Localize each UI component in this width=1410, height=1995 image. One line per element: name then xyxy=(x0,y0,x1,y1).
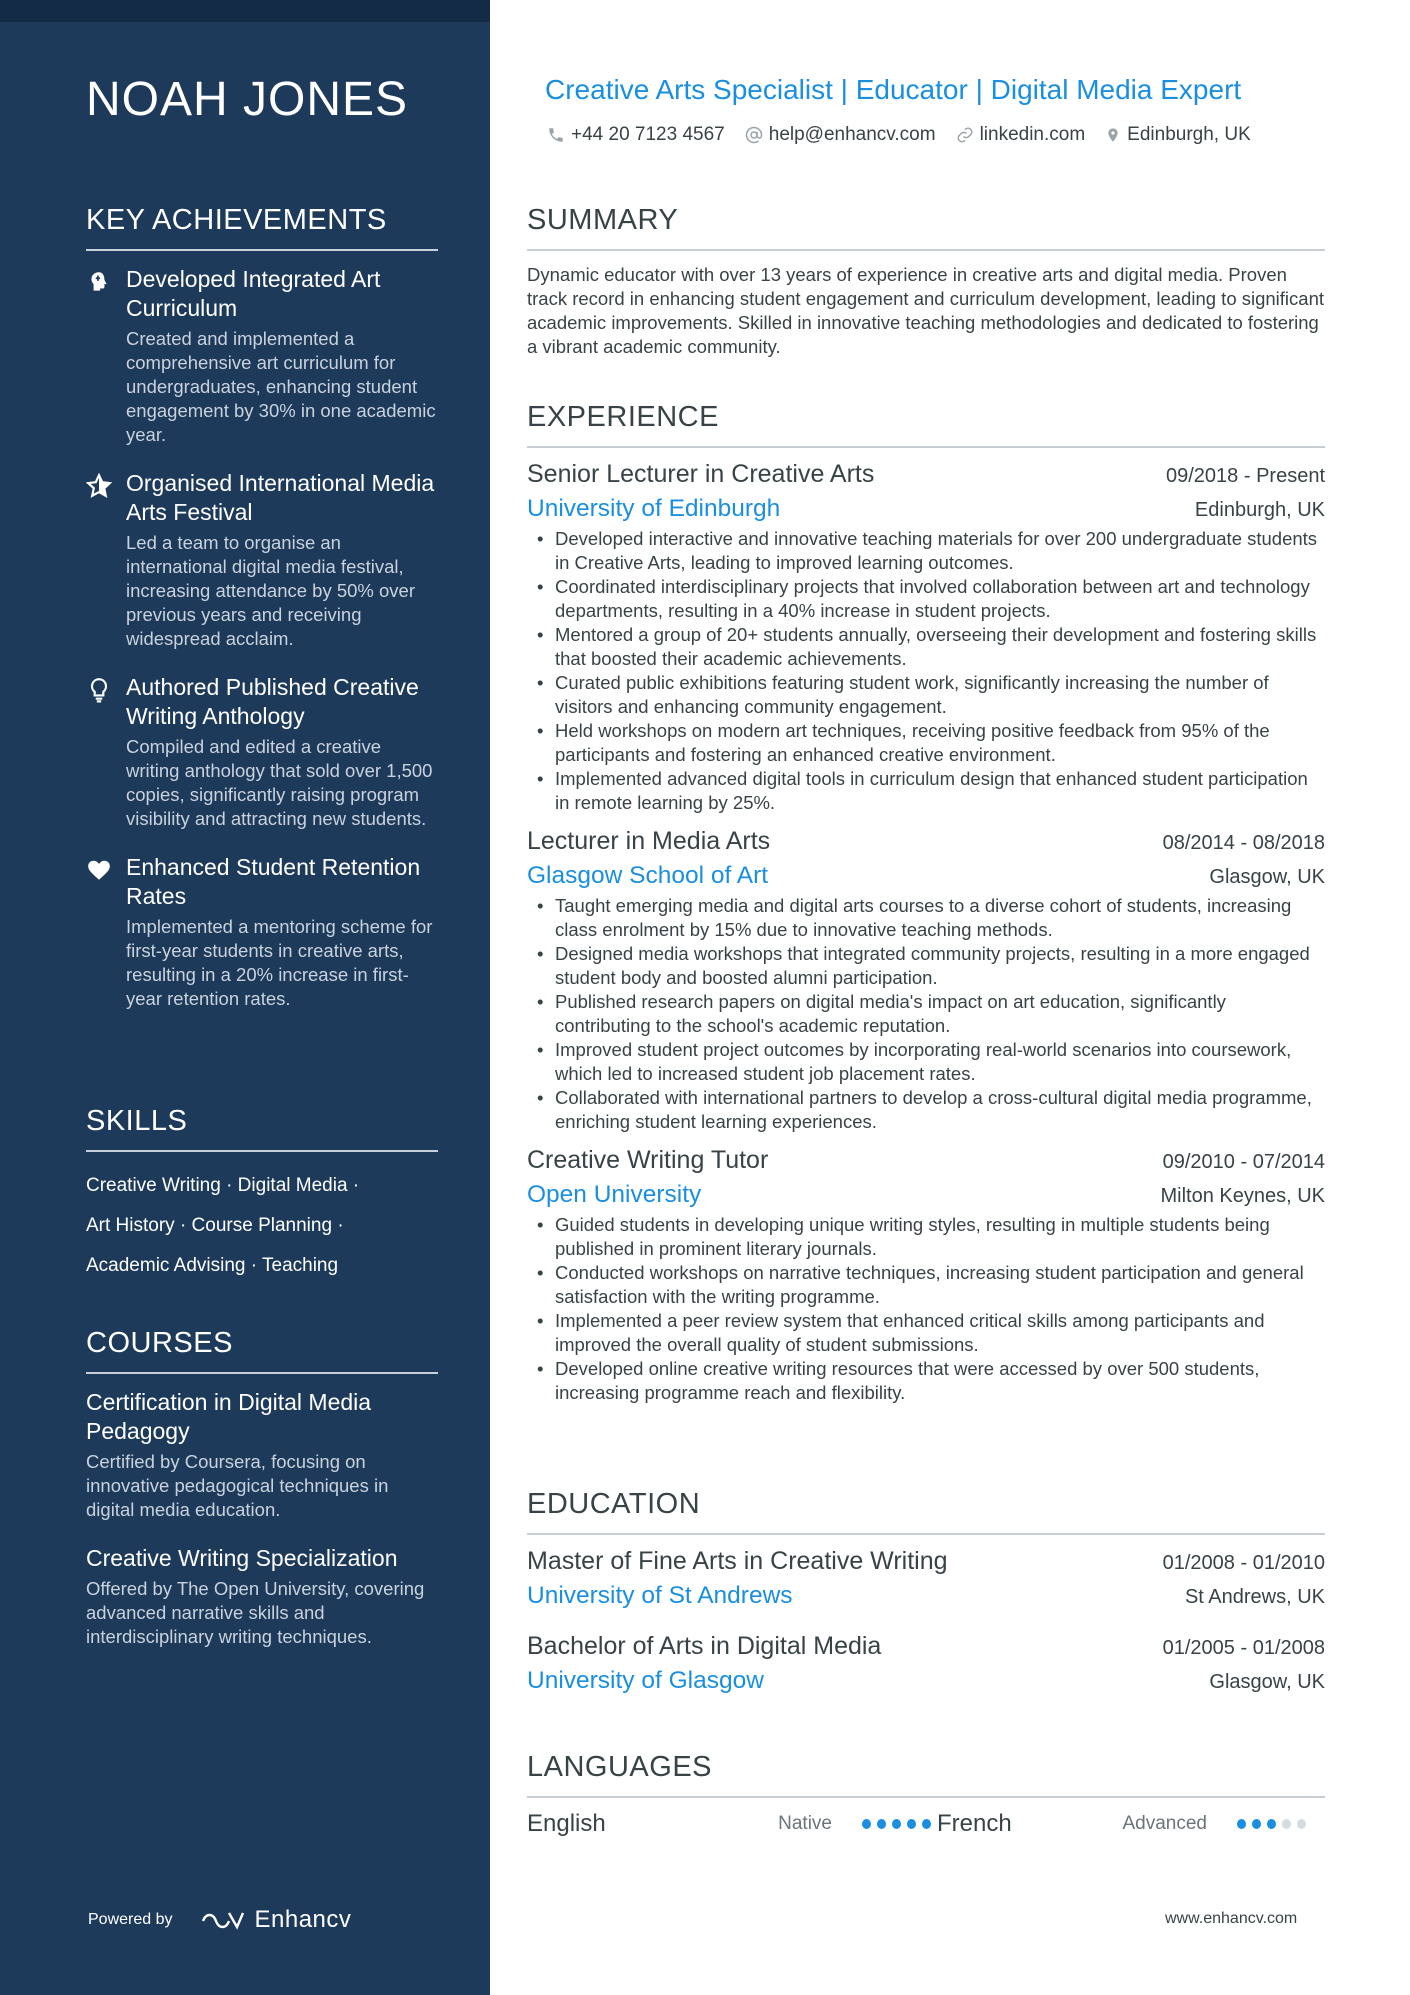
rating-dot-filled xyxy=(877,1819,886,1829)
course-item xyxy=(86,1388,438,1522)
job-bullet: • Conducted workshops on narrative techniques, increasing student participation and general satisfaction with the writing programme. xyxy=(527,1261,1325,1309)
education-location: St Andrews, UK xyxy=(1184,1586,1325,1608)
job-location: Glasgow, UK xyxy=(1209,866,1325,888)
job-title: Creative Writing Tutor xyxy=(527,1146,769,1174)
star-icon xyxy=(86,473,112,499)
job-entry xyxy=(527,1146,1325,1405)
job-org: Open University xyxy=(527,1181,702,1208)
rating-dot-empty xyxy=(1297,1819,1306,1829)
sidebar-top-strip xyxy=(0,0,490,22)
languages-section xyxy=(527,1751,1325,1838)
rating-dot-filled xyxy=(1237,1819,1246,1829)
experience-title: EXPERIENCE xyxy=(527,401,1325,448)
languages-title: LANGUAGES xyxy=(527,1751,1325,1798)
achievements-title: KEY ACHIEVEMENTS xyxy=(86,204,438,251)
achievement-title: Organised International Media Arts Festival xyxy=(126,470,435,525)
job-title: Senior Lecturer in Creative Arts xyxy=(527,460,875,488)
job-bullet: • Collaborated with international partners to develop a cross-cultural digital media programme, enriching student learning experiences. xyxy=(527,1086,1325,1134)
phone-text: +44 20 7123 4567 xyxy=(571,124,725,145)
language-rating xyxy=(1237,1819,1312,1829)
summary-section xyxy=(527,204,1325,359)
at-icon xyxy=(745,126,763,144)
language-level: Advanced xyxy=(1122,1813,1207,1834)
link-icon xyxy=(956,126,974,144)
education-entry xyxy=(527,1547,1325,1610)
course-desc: Offered by The Open University, covering advanced narrative skills and interdisciplinary writing techniques. xyxy=(86,1578,425,1647)
language-level: Native xyxy=(778,1813,832,1834)
summary-text: Dynamic educator with over 13 years of experience in creative arts and digital media. Proven track record in enhancing student engagement and curriculum development, leading to significant academic improvements. Skilled in innovative teaching methodologies and dedicated to fostering a vibrant academic community. xyxy=(527,264,1325,357)
contact-email[interactable] xyxy=(745,124,936,146)
skills-section xyxy=(86,1105,438,1286)
location-pin-icon xyxy=(1105,126,1121,144)
rating-dot-filled xyxy=(1267,1819,1276,1829)
job-date: 09/2010 - 07/2014 xyxy=(1162,1151,1325,1173)
job-bullet: • Published research papers on digital media's impact on art education, significantly contributing to the school's academic reputation. xyxy=(527,990,1325,1038)
job-bullet: • Curated public exhibitions featuring student work, significantly increasing the number of visitors and enhancing community engagement. xyxy=(527,671,1325,719)
rating-dot-empty xyxy=(1282,1819,1291,1829)
job-bullet: • Taught emerging media and digital arts courses to a diverse cohort of students, increasing class enrolment by 15% due to innovative teaching methods. xyxy=(527,894,1325,942)
location-text: Edinburgh, UK xyxy=(1127,124,1251,145)
language-rating xyxy=(862,1819,937,1829)
course-item xyxy=(86,1544,438,1649)
education-entry xyxy=(527,1632,1325,1695)
powered-by xyxy=(88,1906,351,1934)
achievement-desc: Implemented a mentoring scheme for first-year students in creative arts, resulting in a 20% increase in first-year retention rates. xyxy=(126,916,433,1009)
achievement-desc: Compiled and edited a creative writing anthology that sold over 1,500 copies, significantly raising program visibility and attracting new students. xyxy=(126,736,433,829)
enhancv-logo-icon xyxy=(199,1907,245,1933)
achievement-title: Developed Integrated Art Curriculum xyxy=(126,266,381,321)
job-bullet: • Coordinated interdisciplinary projects that involved collaboration between art and technology departments, resulting in a 40% increase in student projects. xyxy=(527,575,1325,623)
achievement-title: Authored Published Creative Writing Anthology xyxy=(126,674,419,729)
contact-bar xyxy=(547,124,1271,146)
job-entry xyxy=(527,827,1325,1134)
education-date: 01/2008 - 01/2010 xyxy=(1162,1552,1325,1574)
contact-phone[interactable] xyxy=(547,124,725,146)
email-text: help@enhancv.com xyxy=(768,124,936,145)
courses-title: COURSES xyxy=(86,1327,438,1374)
course-desc: Certified by Coursera, focusing on innovative pedagogical techniques in digital media education. xyxy=(86,1451,389,1520)
job-title: Lecturer in Media Arts xyxy=(527,827,771,855)
rating-dot-filled xyxy=(922,1819,931,1829)
education-title: EDUCATION xyxy=(527,1488,1325,1535)
job-bullet: • Developed online creative writing resources that were accessed by over 500 students, increasing programme reach and flexibility. xyxy=(527,1357,1325,1405)
job-bullet: • Implemented a peer review system that enhanced critical skills among participants and improved the overall quality of student submissions. xyxy=(527,1309,1325,1357)
language-name: French xyxy=(937,1810,1012,1837)
contact-linkedin[interactable] xyxy=(956,124,1086,146)
education-date: 01/2005 - 01/2008 xyxy=(1162,1637,1325,1659)
brain-icon xyxy=(86,269,112,295)
education-section xyxy=(527,1488,1325,1717)
job-bullet: • Mentored a group of 20+ students annually, overseeing their development and fostering skills that boosted their academic achievements. xyxy=(527,623,1325,671)
job-location: Edinburgh, UK xyxy=(1194,499,1325,521)
achievement-item xyxy=(86,673,438,831)
skills-line: Art History · Course Planning · xyxy=(86,1215,344,1236)
job-bullet: • Implemented advanced digital tools in curriculum design that enhanced student participation in remote learning by 25%. xyxy=(527,767,1325,815)
school: University of St Andrews xyxy=(527,1582,793,1609)
heart-icon xyxy=(86,857,112,883)
headline: Creative Arts Specialist | Educator | Digital Media Expert xyxy=(545,74,1242,105)
achievement-item xyxy=(86,265,438,447)
job-org: University of Edinburgh xyxy=(527,495,781,522)
skills-title: SKILLS xyxy=(86,1105,438,1152)
job-bullet: • Developed interactive and innovative teaching materials for over 200 undergraduate students in Creative Arts, leading to improved learning outcomes. xyxy=(527,527,1325,575)
achievement-title: Enhanced Student Retention Rates xyxy=(126,854,421,909)
job-bullet: • Guided students in developing unique writing styles, resulting in multiple students being published in prominent literary journals. xyxy=(527,1213,1325,1261)
languages-row xyxy=(527,1810,1325,1838)
achievements-section xyxy=(86,204,438,1033)
courses-section xyxy=(86,1327,438,1671)
achievement-desc: Led a team to organise an international digital media festival, increasing attendance by 50% over previous years and receiving widespread acclaim. xyxy=(126,532,415,649)
lightbulb-icon xyxy=(86,677,112,703)
website-link[interactable]: www.enhancv.com xyxy=(1165,1910,1298,1927)
job-date: 08/2014 - 08/2018 xyxy=(1162,832,1325,854)
language-name: English xyxy=(527,1810,606,1837)
rating-dot-filled xyxy=(892,1819,901,1829)
job-bullets xyxy=(527,1213,1325,1405)
skills-line: Academic Advising · Teaching xyxy=(86,1255,339,1276)
job-bullets xyxy=(527,527,1325,815)
powered-by-label: Powered by xyxy=(88,1911,173,1928)
linkedin-text: linkedin.com xyxy=(979,124,1086,145)
summary-title: SUMMARY xyxy=(527,204,1325,251)
contact-location xyxy=(1105,124,1251,146)
achievement-item xyxy=(86,469,438,651)
candidate-name: NOAH JONES xyxy=(86,73,409,126)
sidebar xyxy=(0,0,490,1995)
job-bullets xyxy=(527,894,1325,1134)
skills-line: Creative Writing · Digital Media · xyxy=(86,1175,360,1196)
job-location: Milton Keynes, UK xyxy=(1160,1185,1325,1207)
enhancv-brand[interactable]: Enhancv xyxy=(254,1906,352,1933)
rating-dot-filled xyxy=(907,1819,916,1829)
degree: Bachelor of Arts in Digital Media xyxy=(527,1632,882,1660)
job-org: Glasgow School of Art xyxy=(527,862,769,889)
experience-section xyxy=(527,401,1325,1417)
rating-dot-filled xyxy=(1252,1819,1261,1829)
job-bullet: • Improved student project outcomes by incorporating real-world scenarios into coursework, which led to increased student job placement rates. xyxy=(527,1038,1325,1086)
job-date: 09/2018 - Present xyxy=(1166,465,1325,487)
school: University of Glasgow xyxy=(527,1667,764,1694)
achievement-item xyxy=(86,853,438,1011)
job-bullet: • Held workshops on modern art techniques, receiving positive feedback from 95% of the participants and fostering an enhanced creative environment. xyxy=(527,719,1325,767)
job-entry xyxy=(527,460,1325,815)
phone-icon xyxy=(547,126,565,144)
course-title: Certification in Digital Media Pedagogy xyxy=(86,1389,372,1444)
degree: Master of Fine Arts in Creative Writing xyxy=(527,1547,948,1575)
education-location: Glasgow, UK xyxy=(1209,1671,1325,1693)
achievement-desc: Created and implemented a comprehensive art curriculum for undergraduates, enhancing student engagement by 30% in one academic year. xyxy=(126,328,436,445)
rating-dot-filled xyxy=(862,1819,871,1829)
job-bullet: • Designed media workshops that integrated community projects, resulting in a more engaged student body and boosted alumni participation. xyxy=(527,942,1325,990)
course-title: Creative Writing Specialization xyxy=(86,1545,398,1571)
skills-list xyxy=(86,1166,438,1286)
